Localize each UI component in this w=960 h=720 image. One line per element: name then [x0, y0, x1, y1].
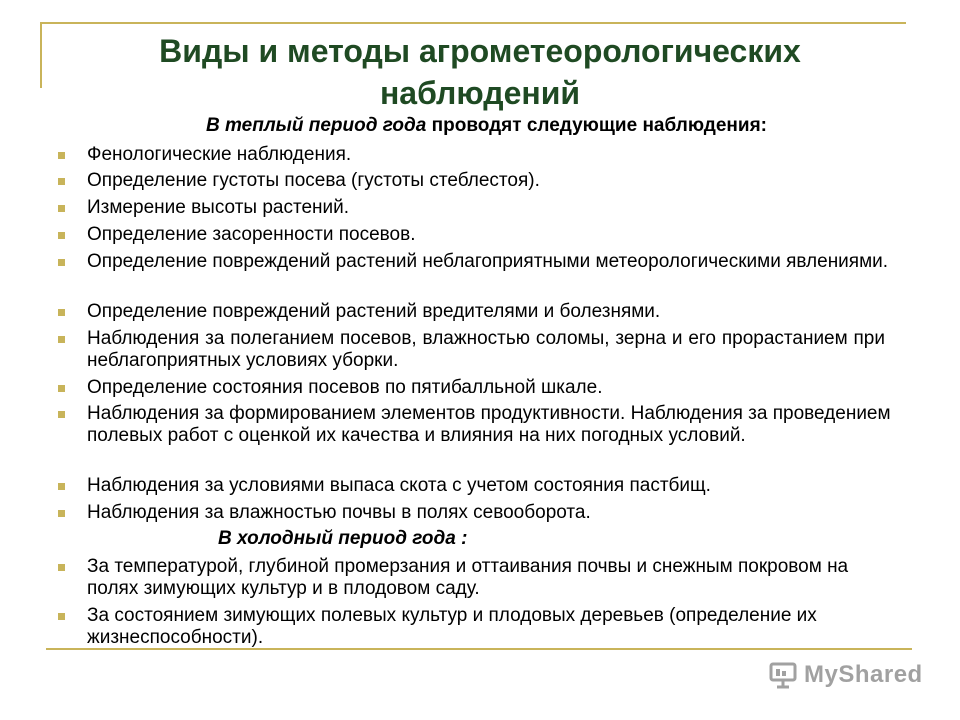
list-item: Наблюдения за влажностью почвы в полях севооборота. [87, 502, 932, 524]
warm-period-heading [206, 115, 767, 137]
list-item: Наблюдения за формированием элементов продуктивности. Наблюдения за проведением полевых работ с оценкой их качества и влияния на них погодных условий. [87, 403, 932, 447]
list-item: Фенологические наблюдения. [87, 144, 932, 166]
list-item: Наблюдения за полеганием посевов, влажностью соломы, зерна и его прорастанием при неблагоприятных условиях уборки. [87, 328, 885, 371]
list-item: Наблюдения за условиями выпаса скота с учетом состояния пастбищ. [87, 475, 932, 497]
list-item: За температурой, глубиной промерзания и оттаивания почвы и снежным покровом на полях зимующих культур и в плодовом саду. [87, 556, 887, 600]
list-item: Определение состояния посевов по пятибалльной шкале. [87, 377, 932, 399]
bottom-rule [46, 648, 912, 650]
top-rule [40, 22, 906, 24]
list-item: За состоянием зимующих полевых культур и плодовых деревьев (определение их жизнеспособности). [87, 605, 847, 649]
warm-period-label: В теплый период года [206, 115, 427, 136]
warm-period-text: проводят следующие наблюдения: [426, 115, 767, 136]
left-rule [40, 22, 42, 88]
list-item: Определение повреждений растений неблагоприятными метеорологическими явлениями. [87, 251, 932, 273]
list-item: Определение засоренности посевов. [87, 224, 932, 246]
list-item: Определение повреждений растений вредителями и болезнями. [87, 301, 932, 323]
list-item: Определение густоты посева (густоты стеблестоя). [87, 170, 932, 192]
watermark-text: MyShared [804, 661, 923, 688]
slide-title: Виды и методы агрометеорологических наблюдений [159, 33, 801, 111]
presentation-board-icon [768, 660, 798, 690]
cold-period-heading: В холодный период года : [218, 528, 468, 549]
list-item: Измерение высоты растений. [87, 197, 932, 219]
watermark-logo [768, 658, 923, 692]
